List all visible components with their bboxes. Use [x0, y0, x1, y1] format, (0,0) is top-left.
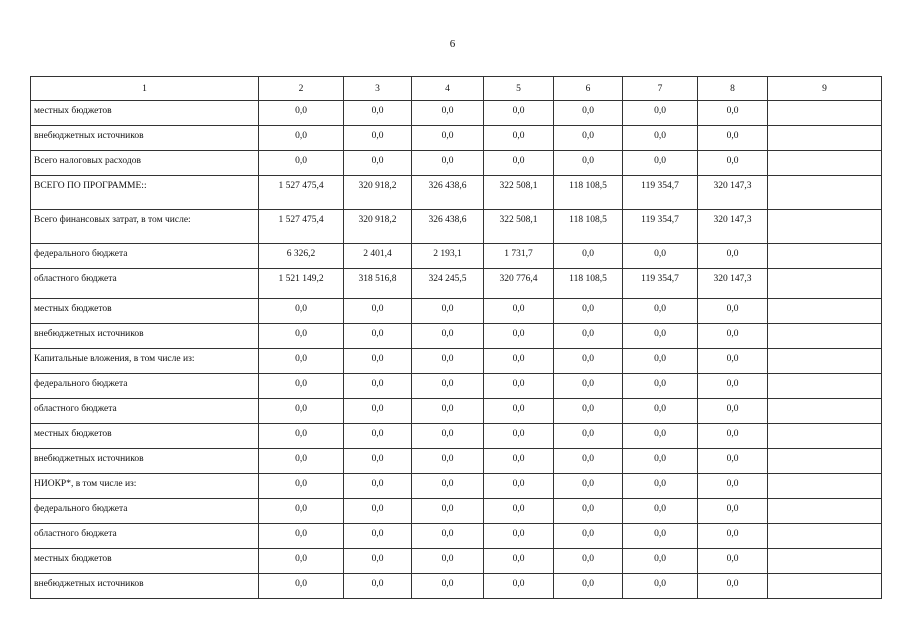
cell-value: 326 438,6: [412, 210, 484, 244]
column-header: 1: [31, 77, 259, 101]
cell-value: 0,0: [412, 101, 484, 126]
cell-value: 0,0: [698, 524, 768, 549]
cell-value: 0,0: [412, 449, 484, 474]
row-label: областного бюджета: [31, 269, 259, 299]
cell-value: 0,0: [698, 151, 768, 176]
cell-value: 0,0: [484, 474, 554, 499]
table-row: [31, 269, 882, 299]
cell-value: 0,0: [259, 549, 344, 574]
cell-value: 0,0: [484, 299, 554, 324]
table-row: [31, 299, 882, 324]
row-label: областного бюджета: [31, 399, 259, 424]
table-row: [31, 474, 882, 499]
cell-value: 0,0: [484, 424, 554, 449]
cell-value: 119 354,7: [623, 176, 698, 210]
row-label: местных бюджетов: [31, 549, 259, 574]
cell-value: 0,0: [412, 549, 484, 574]
cell-value: 0,0: [412, 151, 484, 176]
cell-value: 0,0: [623, 349, 698, 374]
table-row: [31, 101, 882, 126]
cell-value: 118 108,5: [554, 176, 623, 210]
column-header: 4: [412, 77, 484, 101]
cell-value: 0,0: [698, 349, 768, 374]
cell-value: 0,0: [344, 151, 412, 176]
cell-value: 0,0: [698, 449, 768, 474]
cell-value: 0,0: [554, 299, 623, 324]
cell-value: [768, 324, 882, 349]
cell-value: 0,0: [259, 424, 344, 449]
cell-value: 0,0: [484, 499, 554, 524]
cell-value: 0,0: [623, 299, 698, 324]
cell-value: 0,0: [412, 374, 484, 399]
cell-value: 0,0: [623, 151, 698, 176]
cell-value: [768, 101, 882, 126]
cell-value: 324 245,5: [412, 269, 484, 299]
cell-value: 0,0: [554, 126, 623, 151]
cell-value: 0,0: [698, 549, 768, 574]
cell-value: 0,0: [623, 424, 698, 449]
cell-value: [768, 524, 882, 549]
cell-value: 0,0: [344, 126, 412, 151]
cell-value: 0,0: [554, 349, 623, 374]
cell-value: [768, 424, 882, 449]
row-label: местных бюджетов: [31, 299, 259, 324]
table-row: [31, 574, 882, 599]
cell-value: [768, 399, 882, 424]
cell-value: 0,0: [554, 324, 623, 349]
cell-value: 0,0: [259, 399, 344, 424]
column-header: 7: [623, 77, 698, 101]
table-row: [31, 176, 882, 210]
cell-value: 0,0: [259, 299, 344, 324]
cell-value: 0,0: [344, 549, 412, 574]
cell-value: 118 108,5: [554, 210, 623, 244]
cell-value: 0,0: [484, 524, 554, 549]
cell-value: 0,0: [344, 424, 412, 449]
cell-value: 0,0: [412, 349, 484, 374]
cell-value: 0,0: [259, 524, 344, 549]
cell-value: [768, 151, 882, 176]
cell-value: 0,0: [259, 349, 344, 374]
cell-value: 0,0: [344, 474, 412, 499]
table-row: [31, 324, 882, 349]
table-body: [31, 77, 882, 599]
cell-value: 0,0: [344, 449, 412, 474]
cell-value: 0,0: [344, 101, 412, 126]
cell-value: 0,0: [259, 101, 344, 126]
cell-value: 0,0: [344, 349, 412, 374]
cell-value: 0,0: [259, 574, 344, 599]
table-row: [31, 499, 882, 524]
row-label: Всего финансовых затрат, в том числе:: [31, 210, 259, 244]
cell-value: [768, 176, 882, 210]
row-label: Капитальные вложения, в том числе из:: [31, 349, 259, 374]
cell-value: 1 527 475,4: [259, 210, 344, 244]
cell-value: [768, 299, 882, 324]
cell-value: 2 193,1: [412, 244, 484, 269]
row-label: внебюджетных источников: [31, 449, 259, 474]
table-row: [31, 524, 882, 549]
cell-value: 320 147,3: [698, 176, 768, 210]
row-label: внебюджетных источников: [31, 574, 259, 599]
table-row: [31, 549, 882, 574]
cell-value: 0,0: [623, 474, 698, 499]
column-header: 9: [768, 77, 882, 101]
column-header: 5: [484, 77, 554, 101]
cell-value: 326 438,6: [412, 176, 484, 210]
cell-value: 0,0: [484, 399, 554, 424]
cell-value: 0,0: [623, 524, 698, 549]
column-header: 6: [554, 77, 623, 101]
cell-value: 0,0: [412, 299, 484, 324]
cell-value: 0,0: [623, 101, 698, 126]
cell-value: [768, 474, 882, 499]
cell-value: 0,0: [484, 151, 554, 176]
column-header: 8: [698, 77, 768, 101]
cell-value: 0,0: [412, 324, 484, 349]
cell-value: 0,0: [554, 449, 623, 474]
cell-value: 0,0: [484, 324, 554, 349]
table-row: [31, 151, 882, 176]
row-label: местных бюджетов: [31, 424, 259, 449]
table-header-row: [31, 77, 882, 101]
table-row: [31, 449, 882, 474]
cell-value: 0,0: [412, 574, 484, 599]
cell-value: 0,0: [623, 449, 698, 474]
cell-value: [768, 244, 882, 269]
cell-value: 320 918,2: [344, 176, 412, 210]
cell-value: [768, 499, 882, 524]
cell-value: 0,0: [698, 244, 768, 269]
cell-value: 0,0: [259, 126, 344, 151]
cell-value: 0,0: [484, 449, 554, 474]
page-number: 6: [449, 38, 456, 50]
cell-value: 0,0: [344, 524, 412, 549]
cell-value: 0,0: [259, 324, 344, 349]
row-label: федерального бюджета: [31, 499, 259, 524]
cell-value: 0,0: [259, 449, 344, 474]
cell-value: 0,0: [344, 399, 412, 424]
cell-value: 0,0: [698, 101, 768, 126]
cell-value: 0,0: [554, 524, 623, 549]
cell-value: 0,0: [259, 374, 344, 399]
cell-value: 0,0: [484, 101, 554, 126]
cell-value: 0,0: [554, 399, 623, 424]
cell-value: 0,0: [623, 574, 698, 599]
cell-value: 0,0: [698, 374, 768, 399]
cell-value: 0,0: [554, 574, 623, 599]
cell-value: 0,0: [623, 244, 698, 269]
cell-value: 320 776,4: [484, 269, 554, 299]
cell-value: 1 521 149,2: [259, 269, 344, 299]
budget-table: [30, 76, 882, 599]
cell-value: 322 508,1: [484, 176, 554, 210]
cell-value: 0,0: [698, 574, 768, 599]
cell-value: 0,0: [623, 499, 698, 524]
cell-value: 118 108,5: [554, 269, 623, 299]
row-label: внебюджетных источников: [31, 324, 259, 349]
cell-value: [768, 269, 882, 299]
cell-value: 0,0: [623, 126, 698, 151]
row-label: внебюджетных источников: [31, 126, 259, 151]
cell-value: 320 147,3: [698, 269, 768, 299]
cell-value: 318 516,8: [344, 269, 412, 299]
table-row: [31, 244, 882, 269]
cell-value: [768, 210, 882, 244]
cell-value: 0,0: [554, 244, 623, 269]
cell-value: 0,0: [698, 399, 768, 424]
cell-value: [768, 449, 882, 474]
cell-value: 0,0: [344, 499, 412, 524]
cell-value: 0,0: [623, 374, 698, 399]
cell-value: 0,0: [623, 549, 698, 574]
cell-value: [768, 549, 882, 574]
cell-value: 0,0: [344, 574, 412, 599]
row-label: НИОКР*, в том числе из:: [31, 474, 259, 499]
cell-value: 320 918,2: [344, 210, 412, 244]
cell-value: 2 401,4: [344, 244, 412, 269]
table-row: [31, 374, 882, 399]
cell-value: 119 354,7: [623, 210, 698, 244]
cell-value: 322 508,1: [484, 210, 554, 244]
cell-value: 0,0: [259, 499, 344, 524]
table-row: [31, 399, 882, 424]
cell-value: 0,0: [412, 424, 484, 449]
cell-value: [768, 574, 882, 599]
table-row: [31, 126, 882, 151]
cell-value: 320 147,3: [698, 210, 768, 244]
cell-value: 0,0: [259, 474, 344, 499]
table-row: [31, 210, 882, 244]
cell-value: 0,0: [698, 424, 768, 449]
cell-value: 0,0: [554, 424, 623, 449]
cell-value: 0,0: [554, 549, 623, 574]
cell-value: 0,0: [698, 126, 768, 151]
cell-value: [768, 374, 882, 399]
cell-value: 1 527 475,4: [259, 176, 344, 210]
cell-value: [768, 126, 882, 151]
cell-value: 0,0: [698, 474, 768, 499]
row-label: федерального бюджета: [31, 244, 259, 269]
cell-value: 0,0: [484, 574, 554, 599]
cell-value: 0,0: [554, 499, 623, 524]
row-label: Всего налоговых расходов: [31, 151, 259, 176]
cell-value: 0,0: [698, 499, 768, 524]
cell-value: 0,0: [484, 549, 554, 574]
cell-value: 0,0: [554, 151, 623, 176]
cell-value: 0,0: [412, 474, 484, 499]
cell-value: 0,0: [698, 324, 768, 349]
cell-value: 1 731,7: [484, 244, 554, 269]
cell-value: 0,0: [412, 499, 484, 524]
table-row: [31, 349, 882, 374]
cell-value: 0,0: [344, 324, 412, 349]
cell-value: 0,0: [344, 299, 412, 324]
cell-value: [768, 349, 882, 374]
cell-value: 0,0: [412, 126, 484, 151]
row-label: местных бюджетов: [31, 101, 259, 126]
table-row: [31, 424, 882, 449]
row-label: ВСЕГО ПО ПРОГРАММЕ::: [31, 176, 259, 210]
cell-value: 0,0: [344, 374, 412, 399]
cell-value: 0,0: [554, 374, 623, 399]
cell-value: 0,0: [484, 374, 554, 399]
cell-value: 0,0: [623, 324, 698, 349]
cell-value: 0,0: [554, 474, 623, 499]
row-label: областного бюджета: [31, 524, 259, 549]
column-header: 2: [259, 77, 344, 101]
cell-value: 0,0: [412, 399, 484, 424]
cell-value: 6 326,2: [259, 244, 344, 269]
cell-value: 0,0: [554, 101, 623, 126]
cell-value: 119 354,7: [623, 269, 698, 299]
cell-value: 0,0: [698, 299, 768, 324]
row-label: федерального бюджета: [31, 374, 259, 399]
cell-value: 0,0: [412, 524, 484, 549]
column-header: 3: [344, 77, 412, 101]
cell-value: 0,0: [259, 151, 344, 176]
cell-value: 0,0: [623, 399, 698, 424]
cell-value: 0,0: [484, 349, 554, 374]
cell-value: 0,0: [484, 126, 554, 151]
